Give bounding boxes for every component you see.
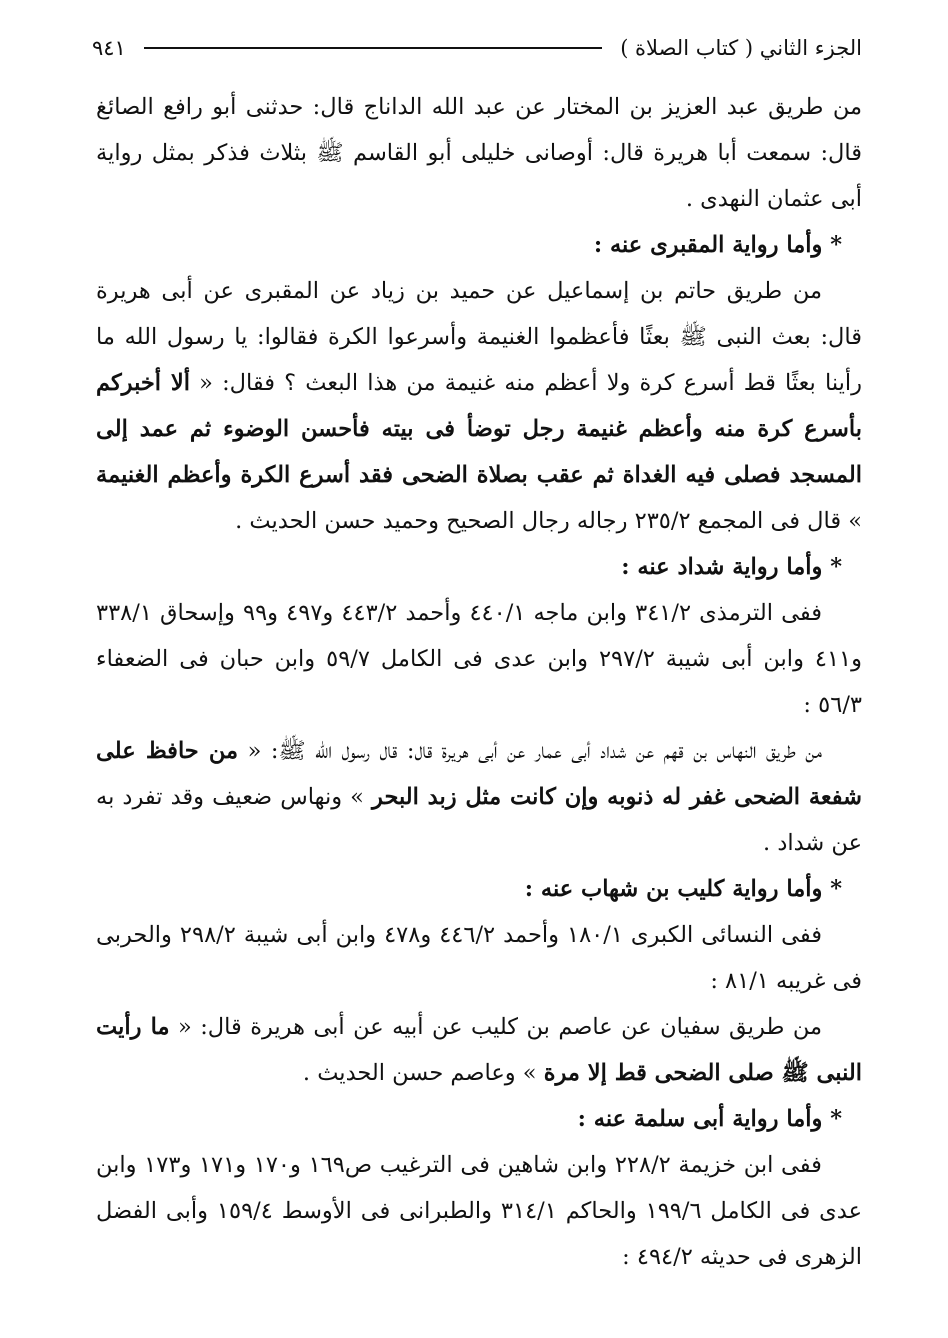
heading-text: وأما رواية أبى سلمة عنه :: [577, 1106, 823, 1132]
heading-text: وأما رواية المقبرى عنه :: [593, 232, 823, 258]
paragraph: [96, 268, 862, 544]
bullet-star: *: [830, 232, 842, 258]
paragraph-text: من طريق النهاس بن قهم عن شداد أبى عمار عن أبى هريرة قال: قال رسول الله ﷺ: «: [238, 738, 822, 764]
bullet-star: *: [830, 1106, 842, 1132]
paragraph: [96, 728, 862, 866]
running-title: الجزء الثاني ( كتاب الصلاة ): [620, 36, 862, 60]
section-heading: [96, 222, 862, 268]
paragraph: من طريق عبد العزيز بن المختار عن عبد الله الداناج قال: حدثنى أبو رافع الصائغ قال: سمعت أبا هريرة قال: أوصانى خليلى أبو القاسم ﷺ بثلاث فذكر بمثل رواية أبى عثمان النهدى .: [96, 94, 862, 212]
paragraph: ففى ابن خزيمة ٢٢٨/٢ وابن شاهين فى الترغيب ص١٦٩ و١٧٠ و١٧١ و١٧٣ وابن عدى فى الكامل ١٩٩/٦ والحاكم ٣١٤/١ والطبرانى فى الأوسط ١٥٩/٤ وأبى الفضل الزهرى فى حديثه ٤٩٤/٢ :: [96, 1152, 862, 1270]
page-number: ٩٤١: [92, 36, 126, 60]
page-header: [92, 30, 862, 66]
heading-text: وأما رواية شداد عنه :: [621, 554, 823, 580]
section-heading: [96, 544, 862, 590]
paragraph: ففى الترمذى ٣٤١/٢ وابن ماجه ٤٤٠/١ وأحمد ٤٤٣/٢ و٤٩٧ و٩٩ وإسحاق ٣٣٨/١ و٤١١ وابن أبى شيبة ٢٩٧/٢ وابن عدى فى الكامل ٥٩/٧ وابن حبان فى الضعفاء ٥٦/٣ :: [96, 600, 862, 718]
hadith-quote: من حافظ على شفعة الضحى غفر له ذنوبه وإن كانت مثل زبد البحر: [96, 738, 862, 810]
header-rule: [144, 47, 602, 49]
section-heading: [96, 866, 862, 912]
paragraph-text: » وعاصم حسن الحديث .: [302, 1060, 544, 1086]
bullet-star: *: [830, 554, 842, 580]
heading-text: وأما رواية كليب بن شهاب عنه :: [524, 876, 823, 902]
section-heading: [96, 1096, 862, 1142]
bullet-star: *: [830, 876, 842, 902]
paragraph: ففى النسائى الكبرى ١٨٠/١ وأحمد ٤٤٦/٢ و٤٧٨ وابن أبى شيبة ٢٩٨/٢ والحربى فى غريبه ٨١/١ :: [96, 922, 862, 994]
paragraph: [96, 1004, 862, 1096]
page-body: [96, 84, 862, 1280]
paragraph-text: من طريق سفيان عن عاصم بن كليب عن أبيه عن أبى هريرة قال: «: [169, 1014, 823, 1040]
paragraph-text: من طريق حاتم بن إسماعيل عن حميد بن زياد عن المقبرى عن أبى هريرة قال: بعث النبى ﷺ بعثًا فأعظموا الغنيمة وأسرعوا الكرة فقالوا: يا رسول الله ما رأينا بعثًا قط أسرع كرة ولا أعظم منه غنيمة من هذا البعث ؟ فقال: «: [96, 278, 862, 396]
hadith-quote: ما رأيت النبى ﷺ صلى الضحى قط إلا مرة: [96, 1014, 862, 1086]
hadith-quote: ألا أخبركم بأسرع كرة منه وأعظم غنيمة رجل توضأ فى بيته فأحسن الوضوء ثم عمد إلى المسجد فصلى فيه الغداة ثم عقب بصلاة الضحى فقد أسرع الكرة وأعظم الغنيمة: [96, 370, 862, 488]
paragraph-text: » قال فى المجمع ٢٣٥/٢ رجاله رجال الصحيح وحميد حسن الحديث .: [235, 508, 862, 534]
paragraph-text: » ونهاس ضعيف وقد تفرد به عن شداد .: [96, 784, 862, 856]
